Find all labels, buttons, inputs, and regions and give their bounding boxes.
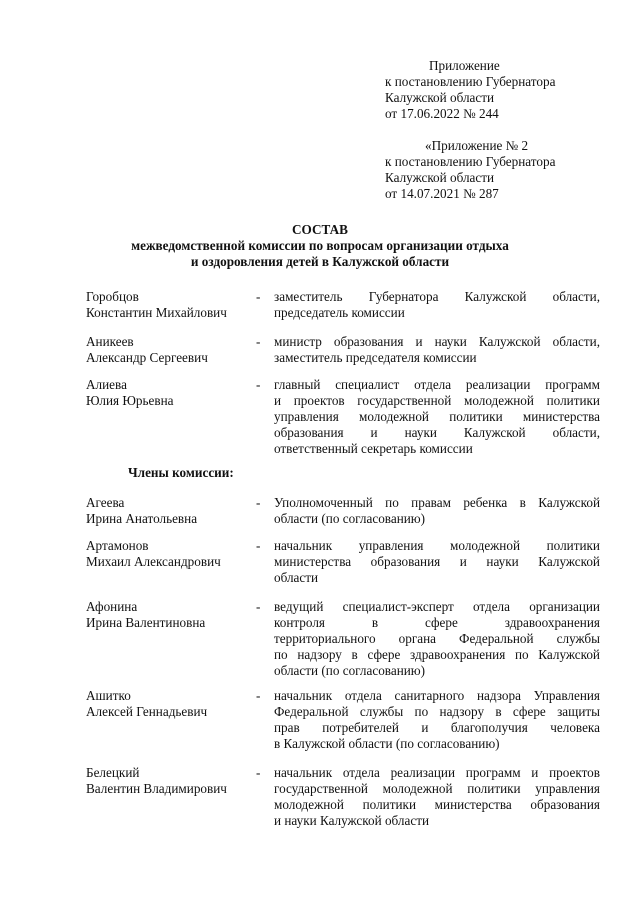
original-date-number: от 14.07.2021 № 287 xyxy=(385,186,499,201)
person-name xyxy=(86,495,251,527)
person-name xyxy=(86,334,251,366)
person-surname: Афонина xyxy=(86,599,138,614)
person-position xyxy=(274,765,600,829)
person-given-name: Константин Михайлович xyxy=(86,305,227,320)
person-position xyxy=(274,599,600,679)
person-given-name: Александр Сергеевич xyxy=(86,350,208,365)
position-line: образования и науки Калужской области, xyxy=(274,425,600,440)
separator-dash: - xyxy=(256,688,261,703)
person-position xyxy=(274,495,600,527)
position-line: Федеральной службы по надзору в сфере защиты xyxy=(274,704,600,719)
appendix-decree-ref: к постановлению Губернатора xyxy=(385,74,556,89)
position-line: главный специалист отдела реализации программ xyxy=(274,377,600,392)
person-name xyxy=(86,765,251,797)
person-name xyxy=(86,688,251,720)
separator-dash: - xyxy=(256,599,261,614)
separator-dash: - xyxy=(256,377,261,392)
document-title xyxy=(0,222,640,270)
person-position xyxy=(274,688,600,752)
position-line: ответственный секретарь комиссии xyxy=(274,441,473,456)
position-line: Уполномоченный по правам ребенка в Калужской xyxy=(274,495,600,510)
person-surname: Ашитко xyxy=(86,688,131,703)
position-line: министр образования и науки Калужской области, xyxy=(274,334,600,349)
position-line: начальник отдела санитарного надзора Управления xyxy=(274,688,600,703)
appendix-header xyxy=(385,58,625,122)
appendix-region: Калужской области xyxy=(385,90,495,105)
position-line: области xyxy=(274,570,319,585)
person-surname: Алиева xyxy=(86,377,127,392)
person-name xyxy=(86,599,251,631)
position-line: области (по согласованию) xyxy=(274,663,426,678)
position-line: управления молодежной политики министерства xyxy=(274,409,600,424)
person-given-name: Юлия Юрьевна xyxy=(86,393,174,408)
person-position xyxy=(274,377,600,457)
members-heading: Члены комиссии: xyxy=(128,465,234,480)
position-line: территориального органа Федеральной службы xyxy=(274,631,600,646)
separator-dash: - xyxy=(256,334,261,349)
position-line: области (по согласованию) xyxy=(274,511,426,526)
separator-dash: - xyxy=(256,765,261,780)
position-line: прав потребителей и благополучия человека xyxy=(274,720,600,735)
original-region: Калужской области xyxy=(385,170,495,185)
position-line: молодежной политики министерства образования xyxy=(274,797,600,812)
position-line: заместитель Губернатора Калужской области, xyxy=(274,289,600,304)
appendix-label: Приложение xyxy=(429,58,500,73)
person-surname: Белецкий xyxy=(86,765,140,780)
position-line: по надзору в сфере здравоохранения по Калужской xyxy=(274,647,600,662)
position-line: начальник отдела реализации программ и проектов xyxy=(274,765,600,780)
position-line: в Калужской области (по согласованию) xyxy=(274,736,500,751)
separator-dash: - xyxy=(256,495,261,510)
person-position xyxy=(274,289,600,321)
position-line: председатель комиссии xyxy=(274,305,405,320)
position-line: начальник управления молодежной политики xyxy=(274,538,600,553)
person-given-name: Ирина Валентиновна xyxy=(86,615,206,630)
title-subtitle-line-2: и оздоровления детей в Калужской области xyxy=(190,254,450,269)
person-given-name: Валентин Владимирович xyxy=(86,781,227,796)
person-surname: Агеева xyxy=(86,495,125,510)
separator-dash: - xyxy=(256,538,261,553)
position-line: контроля в сфере здравоохранения xyxy=(274,615,600,630)
person-given-name: Алексей Геннадьевич xyxy=(86,704,208,719)
person-position xyxy=(274,334,600,366)
position-line: и проектов государственной молодежной политики xyxy=(274,393,600,408)
person-name xyxy=(86,377,251,409)
title-main: СОСТАВ xyxy=(292,222,348,237)
appendix-date-number: от 17.06.2022 № 244 xyxy=(385,106,499,121)
title-subtitle-line-1: межведомственной комиссии по вопросам организации отдыха xyxy=(131,238,509,253)
position-line: министерства образования и науки Калужской xyxy=(274,554,600,569)
position-line: ведущий специалист-эксперт отдела организации xyxy=(274,599,600,614)
position-line: и науки Калужской области xyxy=(274,813,430,828)
person-name xyxy=(86,538,251,570)
original-appendix-header xyxy=(385,138,625,202)
separator-dash: - xyxy=(256,289,261,304)
person-position xyxy=(274,538,600,586)
position-line: заместитель председателя комиссии xyxy=(274,350,477,365)
original-appendix-label: «Приложение № 2 xyxy=(425,138,529,153)
person-surname: Аникеев xyxy=(86,334,134,349)
person-given-name: Ирина Анатольевна xyxy=(86,511,198,526)
person-name xyxy=(86,289,251,321)
position-line: государственной молодежной политики управления xyxy=(274,781,600,796)
person-surname: Артамонов xyxy=(86,538,149,553)
person-given-name: Михаил Александрович xyxy=(86,554,221,569)
original-decree-ref: к постановлению Губернатора xyxy=(385,154,556,169)
person-surname: Горобцов xyxy=(86,289,139,304)
